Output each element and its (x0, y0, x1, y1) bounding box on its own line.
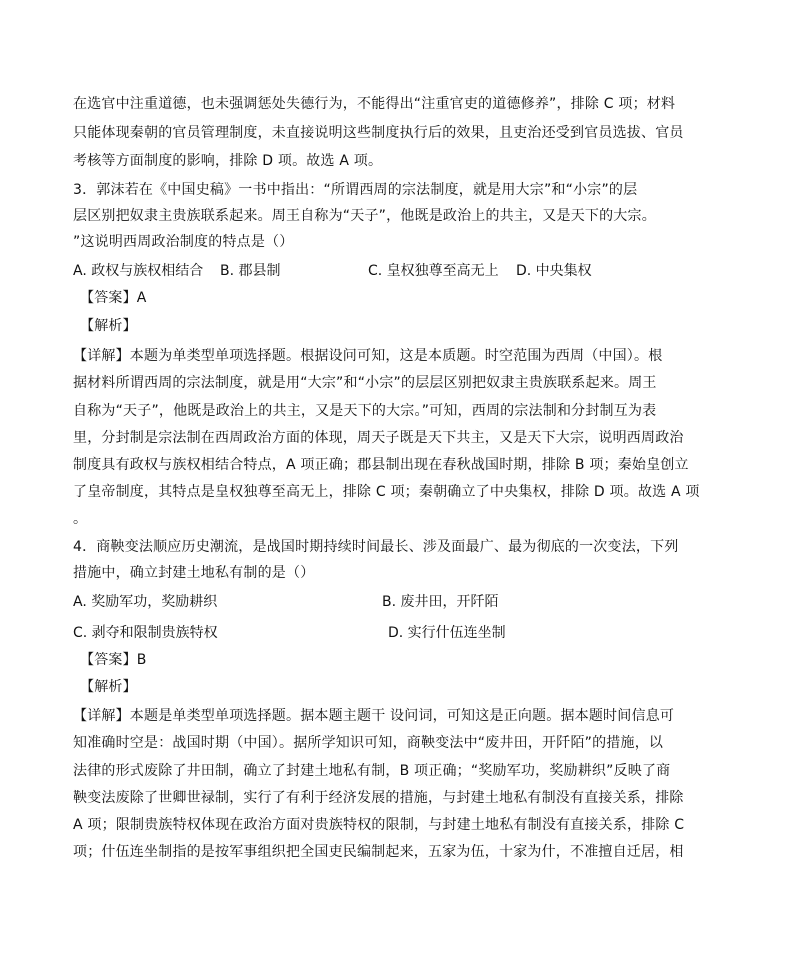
q4-option-d: D. 实行什伍连坐制 (388, 625, 506, 641)
q3-detail-line-2: 据材料所谓西周的宗法制度，就是用“大宗”和“小宗”的层层区别把奴隶主贵族联系起来。周王 (73, 375, 657, 391)
intro-line-3: 考核等方面制度的影响，排除 D 项。故选 A 项。 (73, 153, 383, 169)
q4-answer: 【答案】B (80, 652, 147, 668)
q3-detail-line-6: 了皇帝制度，其特点是皇权独尊至高无上，排除 C 项；秦朝确立了中央集权，排除 D 项。故选 A 项 (73, 484, 700, 500)
q3-stem-line-3: ”这说明西周政治制度的特点是（） (73, 234, 294, 250)
q3-stem-line-2: 层区别把奴隶主贵族联系起来。周王自称为“天子”，他既是政治上的共主，又是天下的大宗。 (73, 208, 656, 224)
q3-analysis-title: 【解析】 (80, 318, 137, 334)
q4-detail-line-3: 法律的形式废除了井田制，确立了封建土地私有制，B 项正确；“奖励军功，奖励耕织”反映了商 (73, 763, 671, 779)
q3-option-a: A. 政权与族权相结合 (73, 263, 204, 279)
q4-detail-line-1: 【详解】本题是单类型单项选择题。据本题主题干 设问词，可知这是正向题。据本题时间信息可 (73, 708, 675, 724)
q3-option-c: C. 皇权独尊至高无上 (368, 263, 499, 279)
q4-option-c: C. 剥夺和限制贵族特权 (73, 625, 218, 641)
q3-option-d: D. 中央集权 (516, 263, 592, 279)
q4-detail-line-5: A 项；限制贵族特权体现在政治方面对贵族特权的限制，与封建土地私有制没有直接关系，排除 C (73, 817, 685, 833)
q4-stem-line-2: 措施中，确立封建土地私有制的是（） (73, 565, 315, 581)
q4-stem-line-1: 4．商鞅变法顺应历史潮流，是战国时期持续时间最长、涉及面最广、最为彻底的一次变法，下列 (73, 539, 679, 555)
q3-option-b: B. 郡县制 (220, 263, 281, 279)
q4-option-b: B. 废井田，开阡陌 (382, 594, 499, 610)
q4-detail-line-2: 知准确时空是：战国时期（中国）。据所学知识可知，商鞅变法中“废井田，开阡陌”的措施，以 (73, 735, 664, 751)
q3-answer: 【答案】A (80, 290, 147, 306)
q3-detail-line-1: 【详解】本题为单类型单项选择题。根据设问可知，这是本质题。时空范围为西周（中国）。根 (73, 348, 663, 364)
q4-detail-line-4: 鞅变法废除了世卿世禄制，实行了有利于经济发展的措施，与封建土地私有制没有直接关系，排除 (73, 790, 684, 806)
q3-detail-line-7: 。 (73, 511, 88, 527)
q3-detail-line-3: 自称为“天子”，他既是政治上的共主，又是天下的大宗。”可知，西周的宗法制和分封制互为表 (73, 403, 657, 419)
q4-analysis-title: 【解析】 (80, 679, 137, 695)
q3-detail-line-4: 里，分封制是宗法制在西周政治方面的体现，周天子既是天下共主，又是天下大宗，说明西周政治 (73, 430, 684, 446)
q4-option-a: A. 奖励军功，奖励耕织 (73, 594, 218, 610)
q3-detail-line-5: 制度具有政权与族权相结合特点，A 项正确；郡县制出现在春秋战国时期，排除 B 项；秦始皇创立 (73, 457, 689, 473)
q3-stem-line-1: 3．郭沫若在《中国史稿》一书中指出：“所谓西周的宗法制度，就是用大宗”和“小宗”的层 (73, 182, 638, 198)
intro-line-2: 只能体现秦朝的官员管理制度，未直接说明这些制度执行后的效果，且吏治还受到官员选拔、官员 (73, 125, 684, 141)
q4-detail-line-6: 项；什伍连坐制指的是按军事组织把全国吏民编制起来，五家为伍，十家为什，不准擅自迁居，相 (73, 844, 684, 860)
intro-line-1: 在选官中注重道德，也未强调惩处失德行为，不能得出“注重官吏的道德修养”，排除 C 项；材料 (73, 96, 676, 112)
